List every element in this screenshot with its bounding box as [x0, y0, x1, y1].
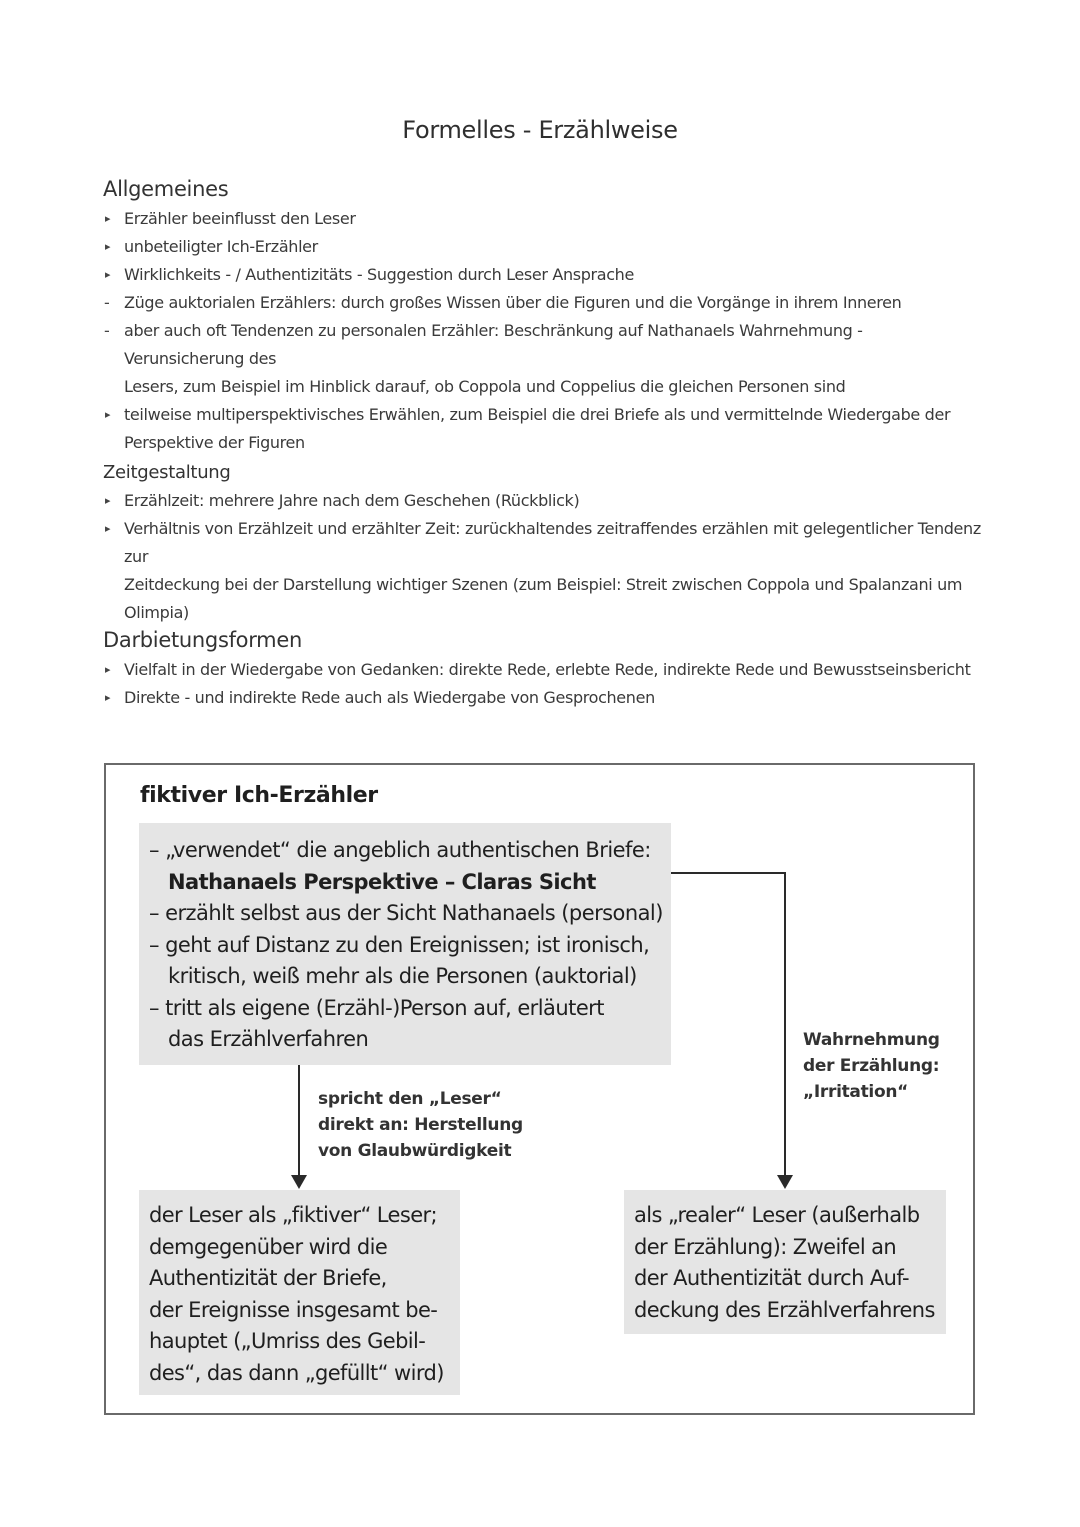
bullet-triangle-icon: ▸: [105, 522, 111, 535]
box-line: das Erzählverfahren: [168, 1027, 369, 1051]
list-item: [103, 289, 983, 317]
list-item-text: Züge auktorialen Erzählers: durch großes Wissen über die Figuren und die Vorgänge in ihrem Inneren: [124, 293, 902, 312]
label-line: „Irritation“: [803, 1082, 908, 1102]
right-connector-line: [671, 873, 785, 1176]
box-line: der Ereignisse insgesamt be-: [149, 1297, 438, 1322]
bullet-triangle-icon: ▸: [105, 494, 111, 507]
list-item: [103, 401, 983, 457]
list-item-text: Perspektive der Figuren: [124, 433, 305, 452]
zeitgestaltung-list: [103, 487, 983, 627]
box-line: der Erzählung): Zweifel an: [634, 1234, 897, 1259]
darbietungsformen-list: [103, 656, 983, 712]
list-item: [103, 487, 983, 515]
section-heading-allgemeines: Allgemeines: [103, 177, 229, 201]
allgemeines-list: [103, 205, 983, 457]
real-reader-box: [624, 1190, 946, 1334]
list-item-text: Vielfalt in der Wiedergabe von Gedanken: direkte Rede, erlebte Rede, indirekte Rede und Bewusstseinsbericht: [124, 660, 971, 679]
left-arrow-head-icon: [291, 1175, 307, 1189]
section-heading-darbietungsformen: Darbietungsformen: [103, 628, 302, 652]
label-line: spricht den „Leser“: [318, 1089, 502, 1109]
section-heading-zeitgestaltung: Zeitgestaltung: [103, 462, 231, 483]
section-allgemeines: [103, 177, 983, 457]
box-line: der Leser als „fiktiver“ Leser;: [149, 1203, 438, 1227]
bullet-triangle-icon: ▸: [105, 408, 111, 421]
list-item-text: Direkte - und indirekte Rede auch als Wiedergabe von Gesprochenen: [124, 688, 655, 707]
box-line: – tritt als eigene (Erzähl-)Person auf, erläutert: [149, 995, 604, 1020]
box-line: deckung des Erzählverfahrens: [634, 1297, 935, 1322]
fictive-reader-box: [139, 1190, 460, 1395]
list-item-text: aber auch oft Tendenzen zu personalen Erzähler: Beschränkung auf Nathanaels Wahrnehmung - Verunsicherung des: [124, 321, 863, 368]
list-item-text: unbeteiligter Ich-Erzähler: [124, 237, 318, 256]
box-line: kritisch, weiß mehr als die Personen (auktorial): [168, 964, 637, 988]
section-zeitgestaltung: [103, 462, 983, 627]
label-line: der Erzählung:: [803, 1056, 940, 1076]
list-item: [103, 205, 983, 233]
list-item: [103, 317, 983, 401]
bullet-triangle-icon: ▸: [105, 212, 111, 225]
box-line: als „realer“ Leser (außerhalb: [634, 1203, 920, 1227]
left-arrow-label: [318, 1086, 523, 1164]
box-line: Authentizität der Briefe,: [149, 1266, 387, 1290]
bullet-triangle-icon: ▸: [105, 663, 111, 676]
page-title: Formelles - Erzählweise: [402, 116, 678, 145]
bullet-dash-icon: -: [104, 321, 110, 340]
right-arrow-label: [803, 1027, 940, 1105]
bullet-triangle-icon: ▸: [105, 268, 111, 281]
section-darbietungsformen: [103, 628, 983, 712]
bullet-dash-icon: -: [104, 293, 110, 312]
box-line: demgegenüber wird die: [149, 1234, 388, 1259]
diagram-title: fiktiver Ich-Erzähler: [140, 783, 378, 808]
box-line: Nathanaels Perspektive – Claras Sicht: [168, 869, 596, 894]
box-line: des“, das dann „gefüllt“ wird): [149, 1360, 444, 1385]
list-item-text: Erzähler beeinflusst den Leser: [124, 209, 356, 228]
right-arrow-head-icon: [777, 1175, 793, 1189]
bullet-triangle-icon: ▸: [105, 691, 111, 704]
label-line: Wahrnehmung: [803, 1030, 940, 1050]
list-item-text: Verhältnis von Erzählzeit und erzählter Zeit: zurückhaltendes zeitraffendes erzählen mit gelegentlicher Tendenz zur: [124, 519, 981, 566]
list-item: [103, 684, 983, 712]
label-line: von Glaubwürdigkeit: [318, 1141, 512, 1161]
narrator-description-box: [139, 823, 671, 1065]
list-item-text: Lesers, zum Beispiel im Hinblick darauf, ob Coppola und Coppelius die gleichen Personen sind: [124, 377, 846, 396]
box-line: – geht auf Distanz zu den Ereignissen; ist ironisch,: [149, 932, 650, 957]
box-line: – „verwendet“ die angeblich authentischen Briefe:: [149, 838, 651, 862]
list-item: [103, 233, 983, 261]
list-item: [103, 515, 983, 627]
list-item-text: Zeitdeckung bei der Darstellung wichtiger Szenen (zum Beispiel: Streit zwischen Coppola und Spalanzani um Olimpia): [124, 575, 963, 622]
box-line: hauptet („Umriss des Gebil-: [149, 1329, 426, 1353]
box-line: der Authentizität durch Auf-: [634, 1266, 909, 1290]
list-item: [103, 656, 983, 684]
list-item-text: Erzählzeit: mehrere Jahre nach dem Geschehen (Rückblick): [124, 491, 580, 510]
label-line: direkt an: Herstellung: [318, 1115, 523, 1135]
list-item-text: Wirklichkeits - / Authentizitäts - Suggestion durch Leser Ansprache: [124, 265, 634, 284]
list-item: [103, 261, 983, 289]
list-item-text: teilweise multiperspektivisches Erwählen, zum Beispiel die drei Briefe als und vermittelnde Wiedergabe der: [124, 405, 951, 424]
box-line: – erzählt selbst aus der Sicht Nathanaels (personal): [149, 901, 663, 925]
narrator-diagram: [104, 763, 975, 1415]
bullet-triangle-icon: ▸: [105, 240, 111, 253]
